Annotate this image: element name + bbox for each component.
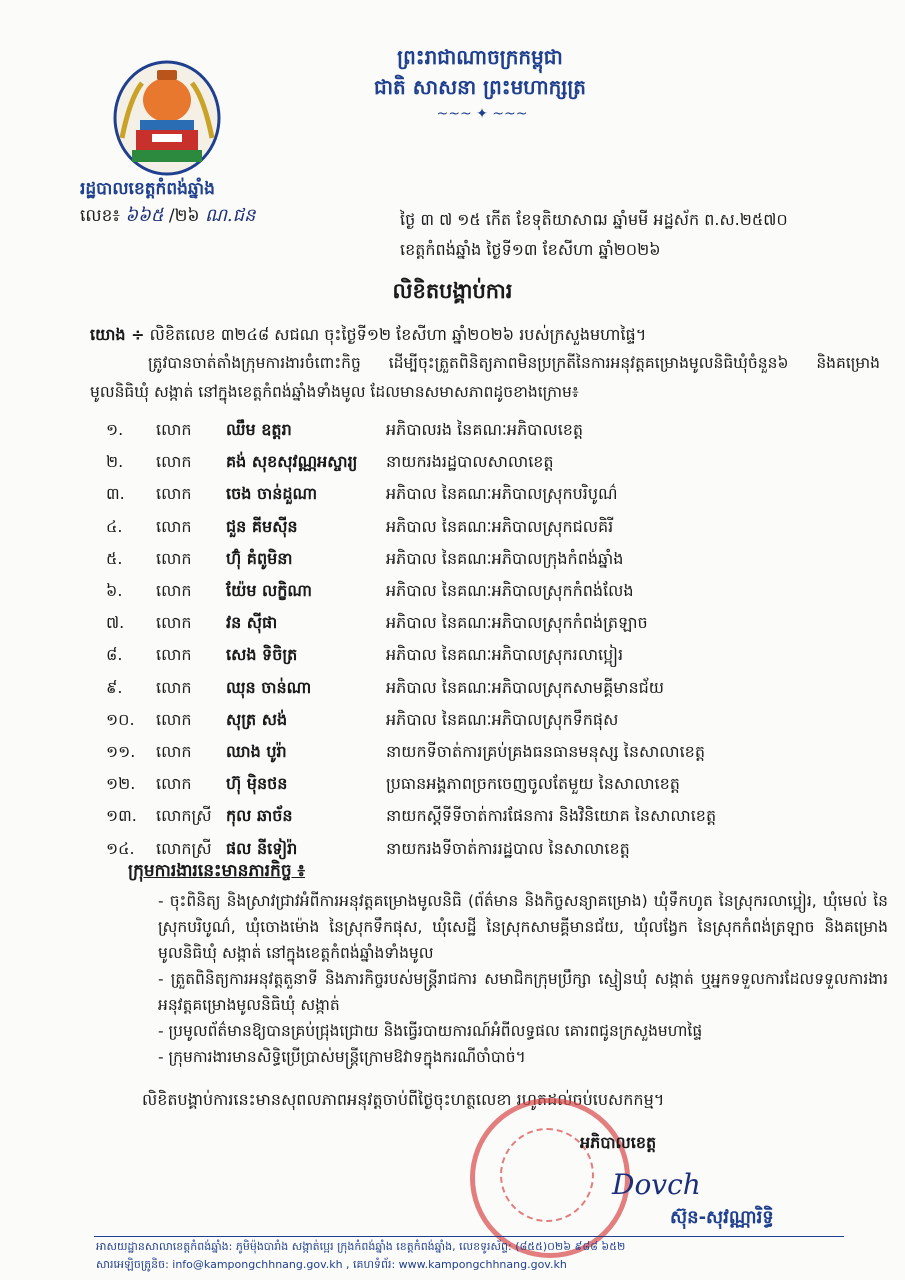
member-number: ១. bbox=[106, 420, 124, 440]
member-name: ជួន គីមស៊ីន bbox=[226, 516, 298, 536]
member-title: លោក bbox=[156, 741, 192, 761]
member-row bbox=[106, 479, 886, 511]
reference-label: យោង ÷ bbox=[90, 325, 145, 344]
member-position: អភិបាល នៃគណៈអភិបាលស្រុកជលគិរី bbox=[386, 516, 614, 536]
member-name: ផល នីទៀរ៉ា bbox=[226, 838, 298, 858]
member-name: យ៉ែម លក្ខិណា bbox=[226, 581, 313, 601]
kingdom-line-1: ព្រះរាជាណាចក្រកម្ពុជា bbox=[397, 45, 563, 69]
member-name: វន ស៊ីផា bbox=[226, 613, 278, 633]
member-number: ១៣. bbox=[106, 806, 137, 826]
member-title: លោក bbox=[156, 613, 192, 633]
member-row bbox=[106, 608, 886, 640]
member-title: លោក bbox=[156, 516, 192, 536]
member-name: កុល ឆាច័ន bbox=[226, 806, 293, 826]
reference-text: លិខិតលេខ ៣២៤៨ សជណ ចុះថ្ងៃទី១២ ខែសីហា ឆ្នាំ២០២៦ របស់ក្រសួងមហាផ្ទៃ។ bbox=[149, 325, 647, 344]
member-position: អភិបាល នៃគណៈអភិបាលស្រុកកំពង់លែង bbox=[386, 581, 634, 601]
member-position: អភិបាល នៃគណៈអភិបាលក្រុងកំពង់ឆ្នាំង bbox=[386, 548, 624, 568]
member-title: លោក bbox=[156, 484, 192, 504]
member-title: លោក bbox=[156, 709, 192, 729]
reference-line bbox=[90, 322, 870, 348]
member-number: ៧. bbox=[106, 613, 125, 633]
task-list bbox=[158, 888, 888, 1070]
task-item: - ក្រុមការងារមានសិទ្ធិប្រើប្រាស់មន្ត្រីក្រោមឱវាទក្នុងករណីចាំបាច់។ bbox=[158, 1048, 526, 1066]
member-position: នាយកស្តីទីទីចាត់ការផែនការ និងវិនិយោគ នៃសាលាខេត្ត bbox=[386, 806, 717, 826]
member-list bbox=[106, 415, 886, 866]
member-title: លោក bbox=[156, 452, 192, 472]
member-name: ឈឹម ឧត្តរា bbox=[226, 420, 292, 440]
closing-statement: លិខិតបង្គាប់ការនេះមានសុពលភាពអនុវត្តចាប់ពីថ្ងៃចុះហត្ថលេខា រហូតដល់ចប់បេសកកម្ម។ bbox=[142, 1090, 665, 1109]
signatory-name: ស៊ុន-សុវណ្ណារិទ្ធិ bbox=[670, 1207, 774, 1228]
member-title: លោកស្រី bbox=[156, 806, 212, 826]
member-name: ឈុន ចាន់ណា bbox=[226, 677, 312, 697]
member-row bbox=[106, 544, 886, 576]
member-name: ហ៊ុំ គំពូមិនា bbox=[226, 548, 293, 568]
tasks-heading: ក្រុមការងារនេះមានភារកិច្ច ៖ bbox=[128, 861, 305, 881]
date-lunar: ថ្ងៃ ៣ ៧ ១៥ កើត ខែទុតិយាសាឍ ឆ្នាំមមី អដ្ឋស័ក ព.ស.២៥៧០ bbox=[400, 210, 788, 229]
footer-address: អាសយដ្ឋានសាលាខេត្តកំពង់ឆ្នាំង: ភូមិម៉ុងបារាំង សង្កាត់ប្អេរ ក្រុងកំពង់ឆ្នាំង ខេត្តកំពង់ឆ្នាំង, លេខទូរស័ព្ទ: (៨៥៥)០២៦ ៩៨៨ ៦៥២ bbox=[96, 1240, 626, 1253]
member-title: លោក bbox=[156, 420, 192, 440]
member-row bbox=[106, 705, 886, 737]
task-item: - ត្រួតពិនិត្យការអនុវត្តតួនាទី និងភារកិច្ចរបស់មន្ត្រីរាជការ សមាជិកក្រុមប្រឹក្សា ស្មៀនឃុំ សង្កាត់ ឬអ្នកទទួលការដែលទទួលការងារអនុវត្តគម្រោងមូលនិធិឃុំ សង្កាត់ bbox=[158, 970, 888, 1014]
member-position: អភិបាល នៃគណៈអភិបាលស្រុកបរិបូណ៌ bbox=[386, 484, 618, 504]
document-title: លិខិតបង្គាប់ការ bbox=[392, 279, 513, 303]
member-row bbox=[106, 737, 886, 769]
member-number: ៥. bbox=[106, 548, 123, 568]
member-position: អភិបាល នៃគណៈអភិបាលស្រុកទឹកផុស bbox=[386, 709, 619, 729]
member-row bbox=[106, 801, 886, 833]
member-number: ៦. bbox=[106, 581, 123, 601]
reference-number bbox=[80, 203, 255, 230]
member-number: ១៤. bbox=[106, 838, 135, 858]
member-row bbox=[106, 415, 886, 447]
member-number: ១០. bbox=[106, 709, 135, 729]
ref-number-handwritten: ៦៦៥ bbox=[125, 205, 164, 226]
member-number: ៩. bbox=[106, 677, 123, 697]
member-row bbox=[106, 576, 886, 608]
member-row bbox=[106, 673, 886, 705]
kingdom-line-2: ជាតិ សាសនា ព្រះមហាក្សត្រ bbox=[374, 75, 586, 99]
date-block bbox=[400, 205, 870, 265]
member-position: អភិបាលរង នៃគណៈអភិបាលខេត្ត bbox=[386, 420, 584, 440]
ref-code-handwritten: ណ.ជន bbox=[204, 205, 256, 226]
member-number: ៤. bbox=[106, 516, 123, 536]
member-position: អភិបាល នៃគណៈអភិបាលស្រុកកំពង់ត្រឡាច bbox=[386, 613, 648, 633]
member-title: លោក bbox=[156, 677, 192, 697]
member-row bbox=[106, 769, 886, 801]
member-title: លោក bbox=[156, 581, 192, 601]
member-title: លោក bbox=[156, 548, 192, 568]
member-number: ១១. bbox=[106, 741, 136, 761]
ref-suffix: /២៦ bbox=[168, 206, 200, 226]
member-position: នាយកទីចាត់ការគ្រប់គ្រងធនធានមនុស្ស នៃសាលាខេត្ត bbox=[386, 741, 705, 761]
footer-divider bbox=[94, 1236, 844, 1237]
task-item: - ប្រមូលព័ត៌មានឱ្យបានគ្រប់ជ្រុងជ្រោយ និងធ្វើរបាយការណ៍អំពីលទ្ធផល គោរពជូនក្រសួងមហាផ្ទៃ bbox=[158, 1022, 703, 1040]
member-number: ៨. bbox=[106, 645, 123, 665]
member-row bbox=[106, 447, 886, 479]
member-position: អភិបាល នៃគណៈអភិបាលស្រុករលាប្អៀរ bbox=[386, 645, 624, 665]
member-name: សេង ទិចិត្រ bbox=[226, 645, 298, 665]
member-row bbox=[106, 512, 886, 544]
footer-contact: សារអេឡិចត្រូនិច: info@kampongchhnang.gov.kh , គេហទំព័រ: www.kampongchhnang.gov.kh bbox=[96, 1258, 567, 1271]
member-number: ១២. bbox=[106, 774, 136, 794]
member-name: គង់ សុខសុវណ្ណអស្ចារ្យ bbox=[226, 452, 358, 472]
member-name: សុត្រ សង់ bbox=[226, 709, 288, 729]
member-position: អភិបាល នៃគណៈអភិបាលស្រុកសាមគ្គីមានជ័យ bbox=[386, 677, 665, 697]
member-title: លោក bbox=[156, 645, 192, 665]
member-number: ២. bbox=[106, 452, 124, 472]
member-name: ចេង ចាន់ដួណា bbox=[226, 484, 318, 504]
member-title: លោកស្រី bbox=[156, 838, 212, 858]
member-position: នាយករងរដ្ឋបាលសាលាខេត្ត bbox=[386, 452, 554, 472]
ref-label: លេខ៖ bbox=[80, 206, 120, 226]
intro-paragraph: ត្រូវបានចាត់តាំងក្រុមការងារចំពោះកិច្ច ដើម្បីចុះត្រួតពិនិត្យភាពមិនប្រក្រតីនៃការអនុវត្តគម្រោងមូលនិធិឃុំចំនួន៦ និងគម្រោងមូលនិធិឃុំ សង្កាត់ នៅក្នុងខេត្តកំពង់ឆ្នាំងទាំងមូល ដែលមានសមាសភាពដូចខាងក្រោម៖ bbox=[90, 354, 880, 401]
task-item: - ចុះពិនិត្យ និងស្រាវជ្រាវអំពីការអនុវត្តគម្រោងមូលនិធិ (ព័ត៌មាន និងកិច្ចសន្យាគម្រោង) ឃុំទឹកហូត នៃស្រុករលាប្អៀរ, ឃុំមេល់ នៃស្រុកបរិបូណ៌, ឃុំចោងម៉ោង នៃស្រុកទឹកផុស, ឃុំសេដ្ឋី នៃស្រុកសាមគ្គីមានជ័យ, ឃុំលង្វែក នៃស្រុកកំពង់ត្រឡាច និងគម្រោងមូលនិធិឃុំ សង្កាត់ នៅក្នុងខេត្តកំពង់ឆ្នាំងទាំងមូល bbox=[158, 892, 888, 962]
signatory-title: អភិបាលខេត្ត bbox=[580, 1133, 657, 1152]
member-row bbox=[106, 640, 886, 672]
member-position: ប្រធានអង្គភាពច្រកចេញចូលតែមួយ នៃសាលាខេត្ត bbox=[386, 774, 680, 794]
member-position: នាយករងទីចាត់ការរដ្ឋបាល នៃសាលាខេត្ត bbox=[386, 838, 630, 858]
administration-name: រដ្ឋបាលខេត្តកំពង់ឆ្នាំង bbox=[80, 179, 215, 199]
ornament-divider: ~~~ ✦ ~~~ bbox=[436, 106, 528, 122]
member-name: ហ៊ុ ម៉ិនថន bbox=[226, 774, 288, 794]
member-title: លោក bbox=[156, 774, 192, 794]
date-solar: ខេត្តកំពង់ឆ្នាំង ថ្ងៃទី១៣ ខែសីហា ឆ្នាំ២០២៦ bbox=[400, 240, 661, 259]
handwritten-signature: Dovch bbox=[612, 1168, 701, 1201]
member-number: ៣. bbox=[106, 484, 125, 504]
kingdom-header bbox=[330, 42, 630, 102]
member-name: ឈាង បូរ៉ា bbox=[226, 741, 287, 761]
provincial-emblem bbox=[112, 58, 222, 176]
